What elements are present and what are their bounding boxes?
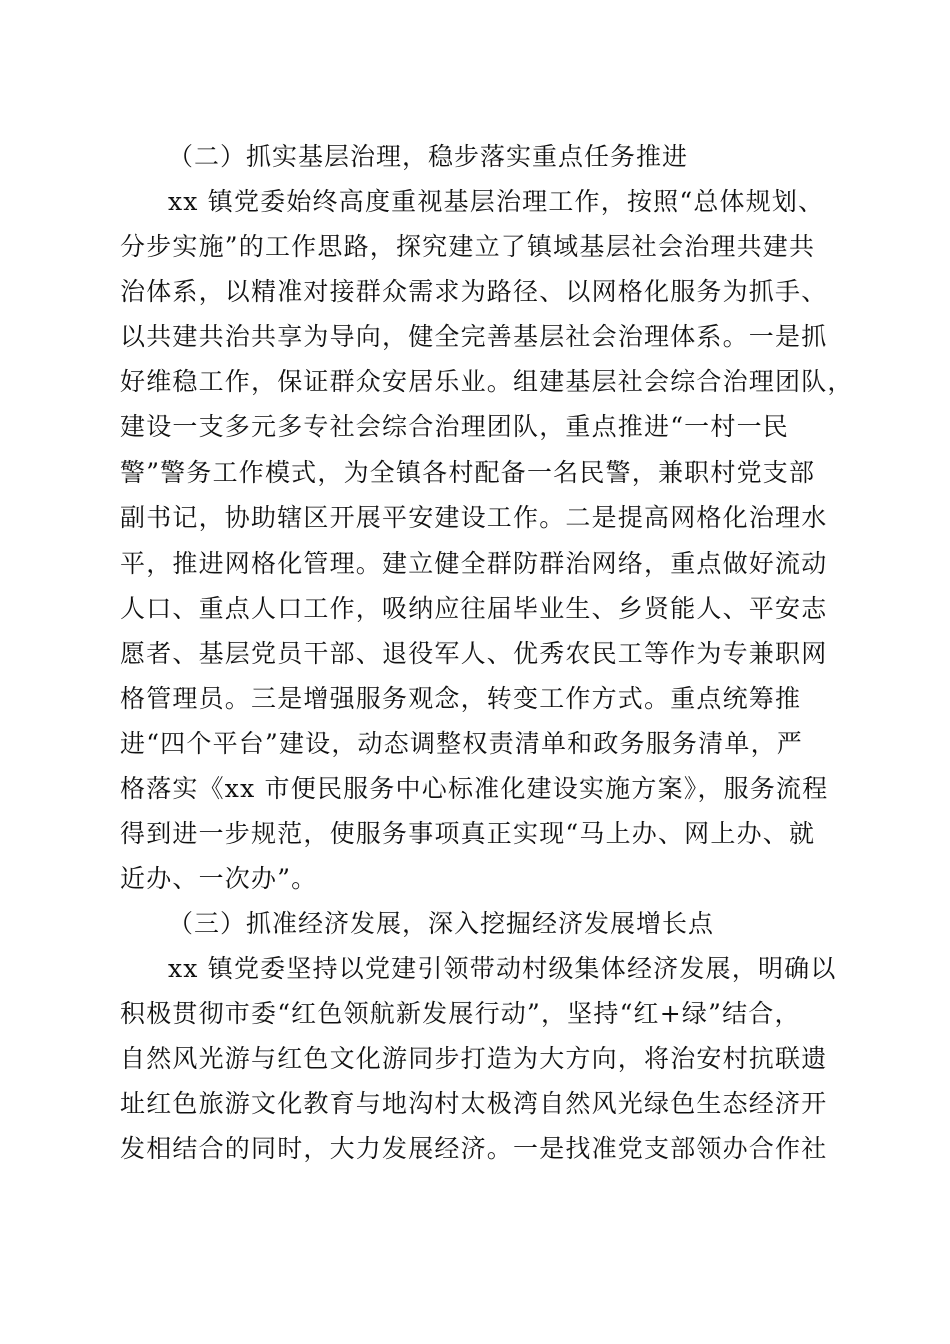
section-2-paragraph-line: xx 镇党委始终高度重视基层治理工作，按照“总体规划、 <box>168 187 825 216</box>
section-3-paragraph-line: xx 镇党委坚持以党建引领带动村级集体经济发展，明确以 <box>168 954 837 983</box>
section-2-paragraph-line: 治体系，以精准对接群众需求为路径、以网格化服务为抓手、 <box>120 277 828 306</box>
section-2-paragraph-line: 人口、重点人口工作，吸纳应往届毕业生、乡贤能人、平安志 <box>120 594 828 623</box>
section-3-paragraph-line: 积极贯彻市委“红色领航新发展行动”，坚持“红+绿”结合， <box>120 999 801 1028</box>
section-2-paragraph-line: 警”警务工作模式，为全镇各村配备一名民警，兼职村党支部 <box>120 458 816 487</box>
section-2-paragraph-line: 以共建共治共享为导向，健全完善基层社会治理体系。一是抓 <box>120 322 828 351</box>
section-2-paragraph-line: 分步实施”的工作思路，探究建立了镇域基层社会治理共建共 <box>120 232 816 261</box>
section-2-heading: （二）抓实基层治理，稳步落实重点任务推进 <box>168 142 689 171</box>
section-2-paragraph-line: 得到进一步规范，使服务事项真正实现“马上办、网上办、就 <box>120 819 816 848</box>
section-3-paragraph-line: 发相结合的同时，大力发展经济。一是找准党支部领办合作社 <box>120 1134 828 1163</box>
section-2-paragraph-line: 近办、一次办”。 <box>120 864 318 893</box>
section-2-paragraph-line: 格管理员。三是增强服务观念，转变工作方式。重点统筹推 <box>120 684 802 713</box>
section-2-paragraph-line: 副书记，协助辖区开展平安建设工作。二是提高网格化治理水 <box>120 503 828 532</box>
section-3-paragraph-line: 自然风光游与红色文化游同步打造为大方向，将治安村抗联遗 <box>120 1044 828 1073</box>
section-3-heading: （三）抓准经济发展，深入挖掘经济发展增长点 <box>168 909 715 938</box>
section-2-paragraph-line: 进“四个平台”建设，动态调整权责清单和政务服务清单，严 <box>120 729 803 758</box>
section-2-paragraph-line: 建设一支多元多专社会综合治理团队，重点推进“一村一民 <box>120 412 789 441</box>
section-2-paragraph-line: 平，推进网格化管理。建立健全群防群治网络，重点做好流动 <box>120 549 828 578</box>
section-2-paragraph-line: 愿者、基层党员干部、退役军人、优秀农民工等作为专兼职网 <box>120 639 828 668</box>
section-2-paragraph-line: 格落实《xx 市便民服务中心标准化建设实施方案》，服务流程 <box>120 774 829 803</box>
section-3-paragraph-line: 址红色旅游文化教育与地沟村太极湾自然风光绿色生态经济开 <box>120 1089 828 1118</box>
section-2-paragraph-line: 好维稳工作，保证群众安居乐业。组建基层社会综合治理团队， <box>120 367 854 396</box>
